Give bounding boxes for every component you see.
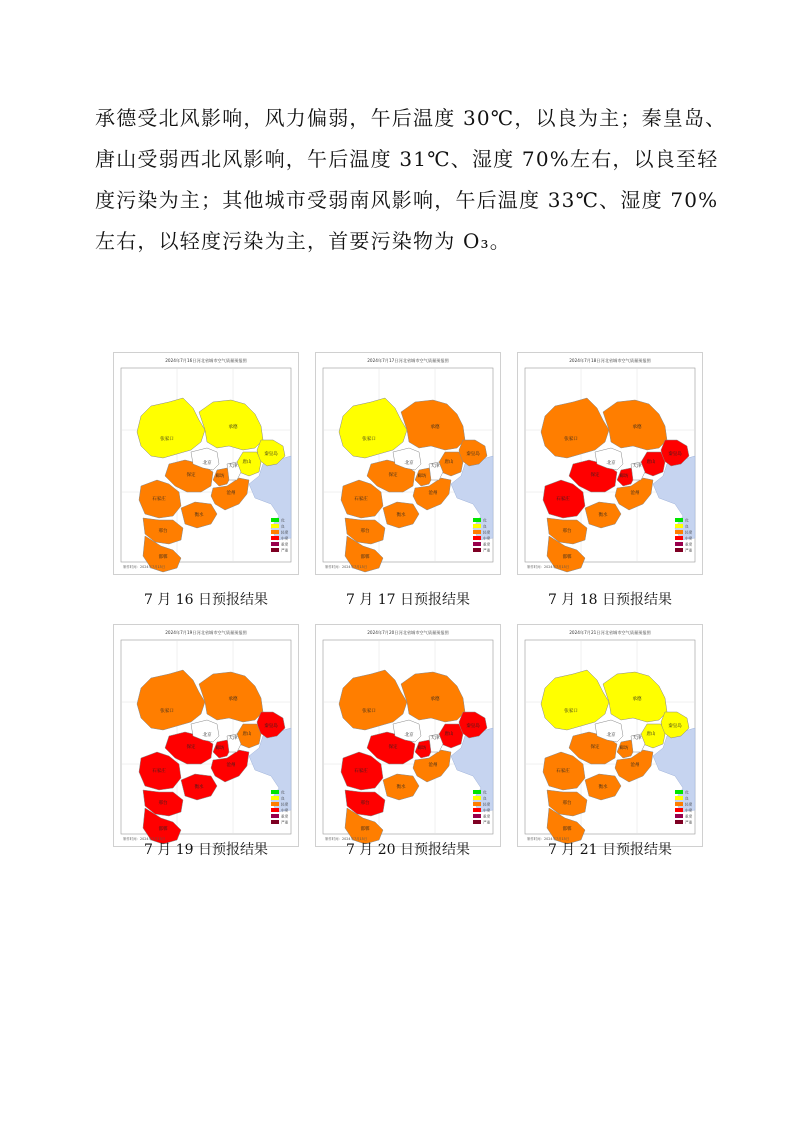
forecast-map	[315, 352, 501, 575]
forecast-map	[517, 352, 703, 575]
city-label: 北京	[404, 733, 414, 738]
map-footer: 制作时间：2024年7月15日	[527, 837, 570, 841]
legend-swatch	[473, 790, 481, 794]
city-label: 邯郸	[158, 827, 168, 832]
city-label: 沧州	[428, 491, 438, 496]
legend-swatch	[675, 796, 683, 800]
city-label: 保定	[388, 473, 398, 478]
legend-swatch	[473, 808, 481, 812]
forecast-map-panel	[315, 352, 501, 575]
legend-label: 重度	[281, 542, 289, 547]
legend-label: 良	[483, 524, 487, 529]
legend-label: 优	[281, 790, 285, 795]
city-label: 秦皇岛	[466, 452, 480, 457]
city-label: 沧州	[226, 491, 236, 496]
map-caption: 7 月 16 日预报结果	[143, 592, 269, 608]
legend-label: 轻度	[685, 802, 693, 807]
legend-swatch	[675, 808, 683, 812]
legend-swatch	[473, 796, 481, 800]
legend-label: 重度	[483, 814, 491, 819]
legend-label: 优	[685, 518, 689, 523]
legend-swatch	[271, 808, 279, 812]
legend-swatch	[675, 536, 683, 540]
city-label: 唐山	[242, 460, 252, 465]
city-label: 沧州	[630, 763, 640, 768]
city-label: 石家庄	[354, 769, 368, 774]
legend-swatch	[675, 790, 683, 794]
city-label: 石家庄	[556, 497, 570, 502]
legend-swatch	[473, 524, 481, 528]
city-label: 张家口	[564, 437, 578, 442]
legend-label: 中度	[685, 808, 693, 813]
city-label: 石家庄	[556, 769, 570, 774]
city-label: 邯郸	[562, 555, 572, 560]
city-label: 张家口	[564, 709, 578, 714]
legend-swatch	[473, 548, 481, 552]
forecast-map-panel	[113, 352, 299, 575]
city-label: 邯郸	[562, 827, 572, 832]
city-label: 衡水	[598, 513, 608, 518]
city-label: 唐山	[444, 732, 454, 737]
city-label: 天津	[632, 736, 642, 741]
city-label: 承德	[430, 697, 440, 702]
city-label: 北京	[202, 461, 212, 466]
map-caption: 7 月 17 日预报结果	[345, 592, 471, 608]
legend-label: 中度	[483, 808, 491, 813]
city-label: 唐山	[444, 460, 454, 465]
city-label: 邯郸	[158, 555, 168, 560]
city-label: 邢台	[158, 529, 168, 534]
legend-label: 严重	[281, 820, 289, 825]
forecast-map-panel	[315, 624, 501, 847]
legend-swatch	[675, 814, 683, 818]
city-label: 承德	[430, 425, 440, 430]
legend-swatch	[271, 796, 279, 800]
forecast-map	[517, 624, 703, 847]
paragraph-line: 唐山受弱西北风影响，午后温度 31℃、湿度 70%左右，以良至轻	[95, 147, 719, 171]
map-footer: 制作时间：2024年7月15日	[527, 565, 570, 569]
legend-swatch	[271, 542, 279, 546]
city-label: 唐山	[242, 732, 252, 737]
map-title: 2024年7月18日河北省城市空气质量预报图	[569, 358, 651, 363]
city-label: 承德	[632, 697, 642, 702]
city-label: 石家庄	[354, 497, 368, 502]
city-label: 邢台	[360, 529, 370, 534]
paragraph-line: 承德受北风影响，风力偏弱，午后温度 30℃，以良为主；秦皇岛、	[95, 106, 727, 130]
city-label: 北京	[202, 733, 212, 738]
legend-label: 严重	[483, 548, 491, 553]
city-label: 天津	[430, 736, 440, 741]
legend-swatch	[271, 790, 279, 794]
forecast-map-panel	[517, 352, 703, 575]
city-label: 石家庄	[152, 497, 166, 502]
legend-label: 严重	[685, 820, 693, 825]
legend-label: 轻度	[483, 802, 491, 807]
legend-label: 良	[281, 796, 285, 801]
map-caption: 7 月 19 日预报结果	[143, 842, 269, 858]
legend-label: 优	[685, 790, 689, 795]
city-label: 廊坊	[215, 746, 225, 751]
city-label: 秦皇岛	[264, 724, 278, 729]
legend-swatch	[473, 518, 481, 522]
city-label: 保定	[186, 473, 196, 478]
legend-label: 中度	[483, 536, 491, 541]
city-label: 唐山	[646, 460, 656, 465]
city-label: 天津	[228, 736, 238, 741]
legend-swatch	[675, 530, 683, 534]
forecast-map	[315, 624, 501, 847]
legend-label: 中度	[685, 536, 693, 541]
legend-swatch	[271, 536, 279, 540]
legend-swatch	[675, 542, 683, 546]
city-label: 北京	[606, 461, 616, 466]
legend-swatch	[271, 518, 279, 522]
city-label: 邯郸	[360, 827, 370, 832]
city-label: 廊坊	[417, 746, 427, 751]
city-label: 保定	[590, 745, 600, 750]
legend-swatch	[473, 536, 481, 540]
legend-swatch	[271, 802, 279, 806]
legend-label: 良	[685, 796, 689, 801]
map-footer: 制作时间：2024年7月15日	[123, 837, 166, 841]
city-label: 廊坊	[215, 474, 225, 479]
city-label: 秦皇岛	[466, 724, 480, 729]
city-label: 沧州	[226, 763, 236, 768]
legend-swatch	[473, 814, 481, 818]
city-label: 邢台	[562, 529, 572, 534]
forecast-map	[113, 352, 299, 575]
map-caption: 7 月 18 日预报结果	[547, 592, 673, 608]
city-label: 天津	[430, 464, 440, 469]
city-label: 廊坊	[619, 746, 629, 751]
city-label: 张家口	[362, 709, 376, 714]
map-title: 2024年7月21日河北省城市空气质量预报图	[569, 630, 651, 635]
paragraph-line: 左右，以轻度污染为主，首要污染物为 O₃。	[95, 229, 511, 253]
legend-swatch	[271, 820, 279, 824]
city-label: 邢台	[360, 801, 370, 806]
city-label: 衡水	[396, 785, 406, 790]
city-label: 邯郸	[360, 555, 370, 560]
city-label: 秦皇岛	[668, 452, 682, 457]
city-label: 衡水	[194, 513, 204, 518]
city-label: 天津	[228, 464, 238, 469]
legend-swatch	[473, 530, 481, 534]
city-label: 沧州	[428, 763, 438, 768]
city-label: 衡水	[598, 785, 608, 790]
city-label: 北京	[606, 733, 616, 738]
map-footer: 制作时间：2024年7月15日	[123, 565, 166, 569]
map-footer: 制作时间：2024年7月15日	[325, 837, 368, 841]
city-label: 保定	[186, 745, 196, 750]
city-label: 衡水	[194, 785, 204, 790]
map-title: 2024年7月16日河北省城市空气质量预报图	[165, 358, 247, 363]
map-title: 2024年7月19日河北省城市空气质量预报图	[165, 630, 247, 635]
city-label: 天津	[632, 464, 642, 469]
legend-label: 中度	[281, 536, 289, 541]
legend-label: 良	[483, 796, 487, 801]
legend-label: 重度	[281, 814, 289, 819]
city-label: 保定	[590, 473, 600, 478]
legend-label: 轻度	[281, 530, 289, 535]
city-label: 张家口	[160, 709, 174, 714]
legend-label: 严重	[685, 548, 693, 553]
legend-label: 重度	[483, 542, 491, 547]
legend-swatch	[675, 518, 683, 522]
forecast-map-panel	[517, 624, 703, 847]
city-label: 唐山	[646, 732, 656, 737]
legend-label: 中度	[281, 808, 289, 813]
legend-swatch	[271, 814, 279, 818]
paragraph-line: 度污染为主；其他城市受弱南风影响，午后温度 33℃、湿度 70%	[95, 188, 719, 212]
city-label: 邢台	[562, 801, 572, 806]
legend-label: 轻度	[483, 530, 491, 535]
city-label: 承德	[228, 425, 238, 430]
legend-swatch	[271, 530, 279, 534]
legend-swatch	[473, 802, 481, 806]
legend-label: 优	[281, 518, 285, 523]
city-label: 廊坊	[619, 474, 629, 479]
city-label: 保定	[388, 745, 398, 750]
legend-label: 重度	[685, 542, 693, 547]
legend-label: 良	[281, 524, 285, 529]
legend-label: 优	[483, 790, 487, 795]
legend-swatch	[675, 802, 683, 806]
legend-label: 轻度	[685, 530, 693, 535]
map-title: 2024年7月20日河北省城市空气质量预报图	[367, 630, 449, 635]
legend-label: 严重	[281, 548, 289, 553]
map-caption: 7 月 20 日预报结果	[345, 842, 471, 858]
city-label: 张家口	[160, 437, 174, 442]
forecast-map-panel	[113, 624, 299, 847]
legend-label: 轻度	[281, 802, 289, 807]
city-label: 邢台	[158, 801, 168, 806]
city-label: 张家口	[362, 437, 376, 442]
city-label: 秦皇岛	[264, 452, 278, 457]
city-label: 秦皇岛	[668, 724, 682, 729]
city-label: 沧州	[630, 491, 640, 496]
city-label: 北京	[404, 461, 414, 466]
city-label: 廊坊	[417, 474, 427, 479]
legend-swatch	[271, 524, 279, 528]
legend-swatch	[473, 542, 481, 546]
legend-label: 严重	[483, 820, 491, 825]
legend-swatch	[675, 820, 683, 824]
city-label: 衡水	[396, 513, 406, 518]
map-title: 2024年7月17日河北省城市空气质量预报图	[367, 358, 449, 363]
map-caption: 7 月 21 日预报结果	[547, 842, 673, 858]
city-label: 承德	[632, 425, 642, 430]
legend-label: 优	[483, 518, 487, 523]
legend-swatch	[675, 548, 683, 552]
legend-label: 重度	[685, 814, 693, 819]
legend-swatch	[675, 524, 683, 528]
legend-label: 良	[685, 524, 689, 529]
legend-swatch	[473, 820, 481, 824]
forecast-map	[113, 624, 299, 847]
legend-swatch	[271, 548, 279, 552]
city-label: 石家庄	[152, 769, 166, 774]
city-label: 承德	[228, 697, 238, 702]
map-footer: 制作时间：2024年7月15日	[325, 565, 368, 569]
